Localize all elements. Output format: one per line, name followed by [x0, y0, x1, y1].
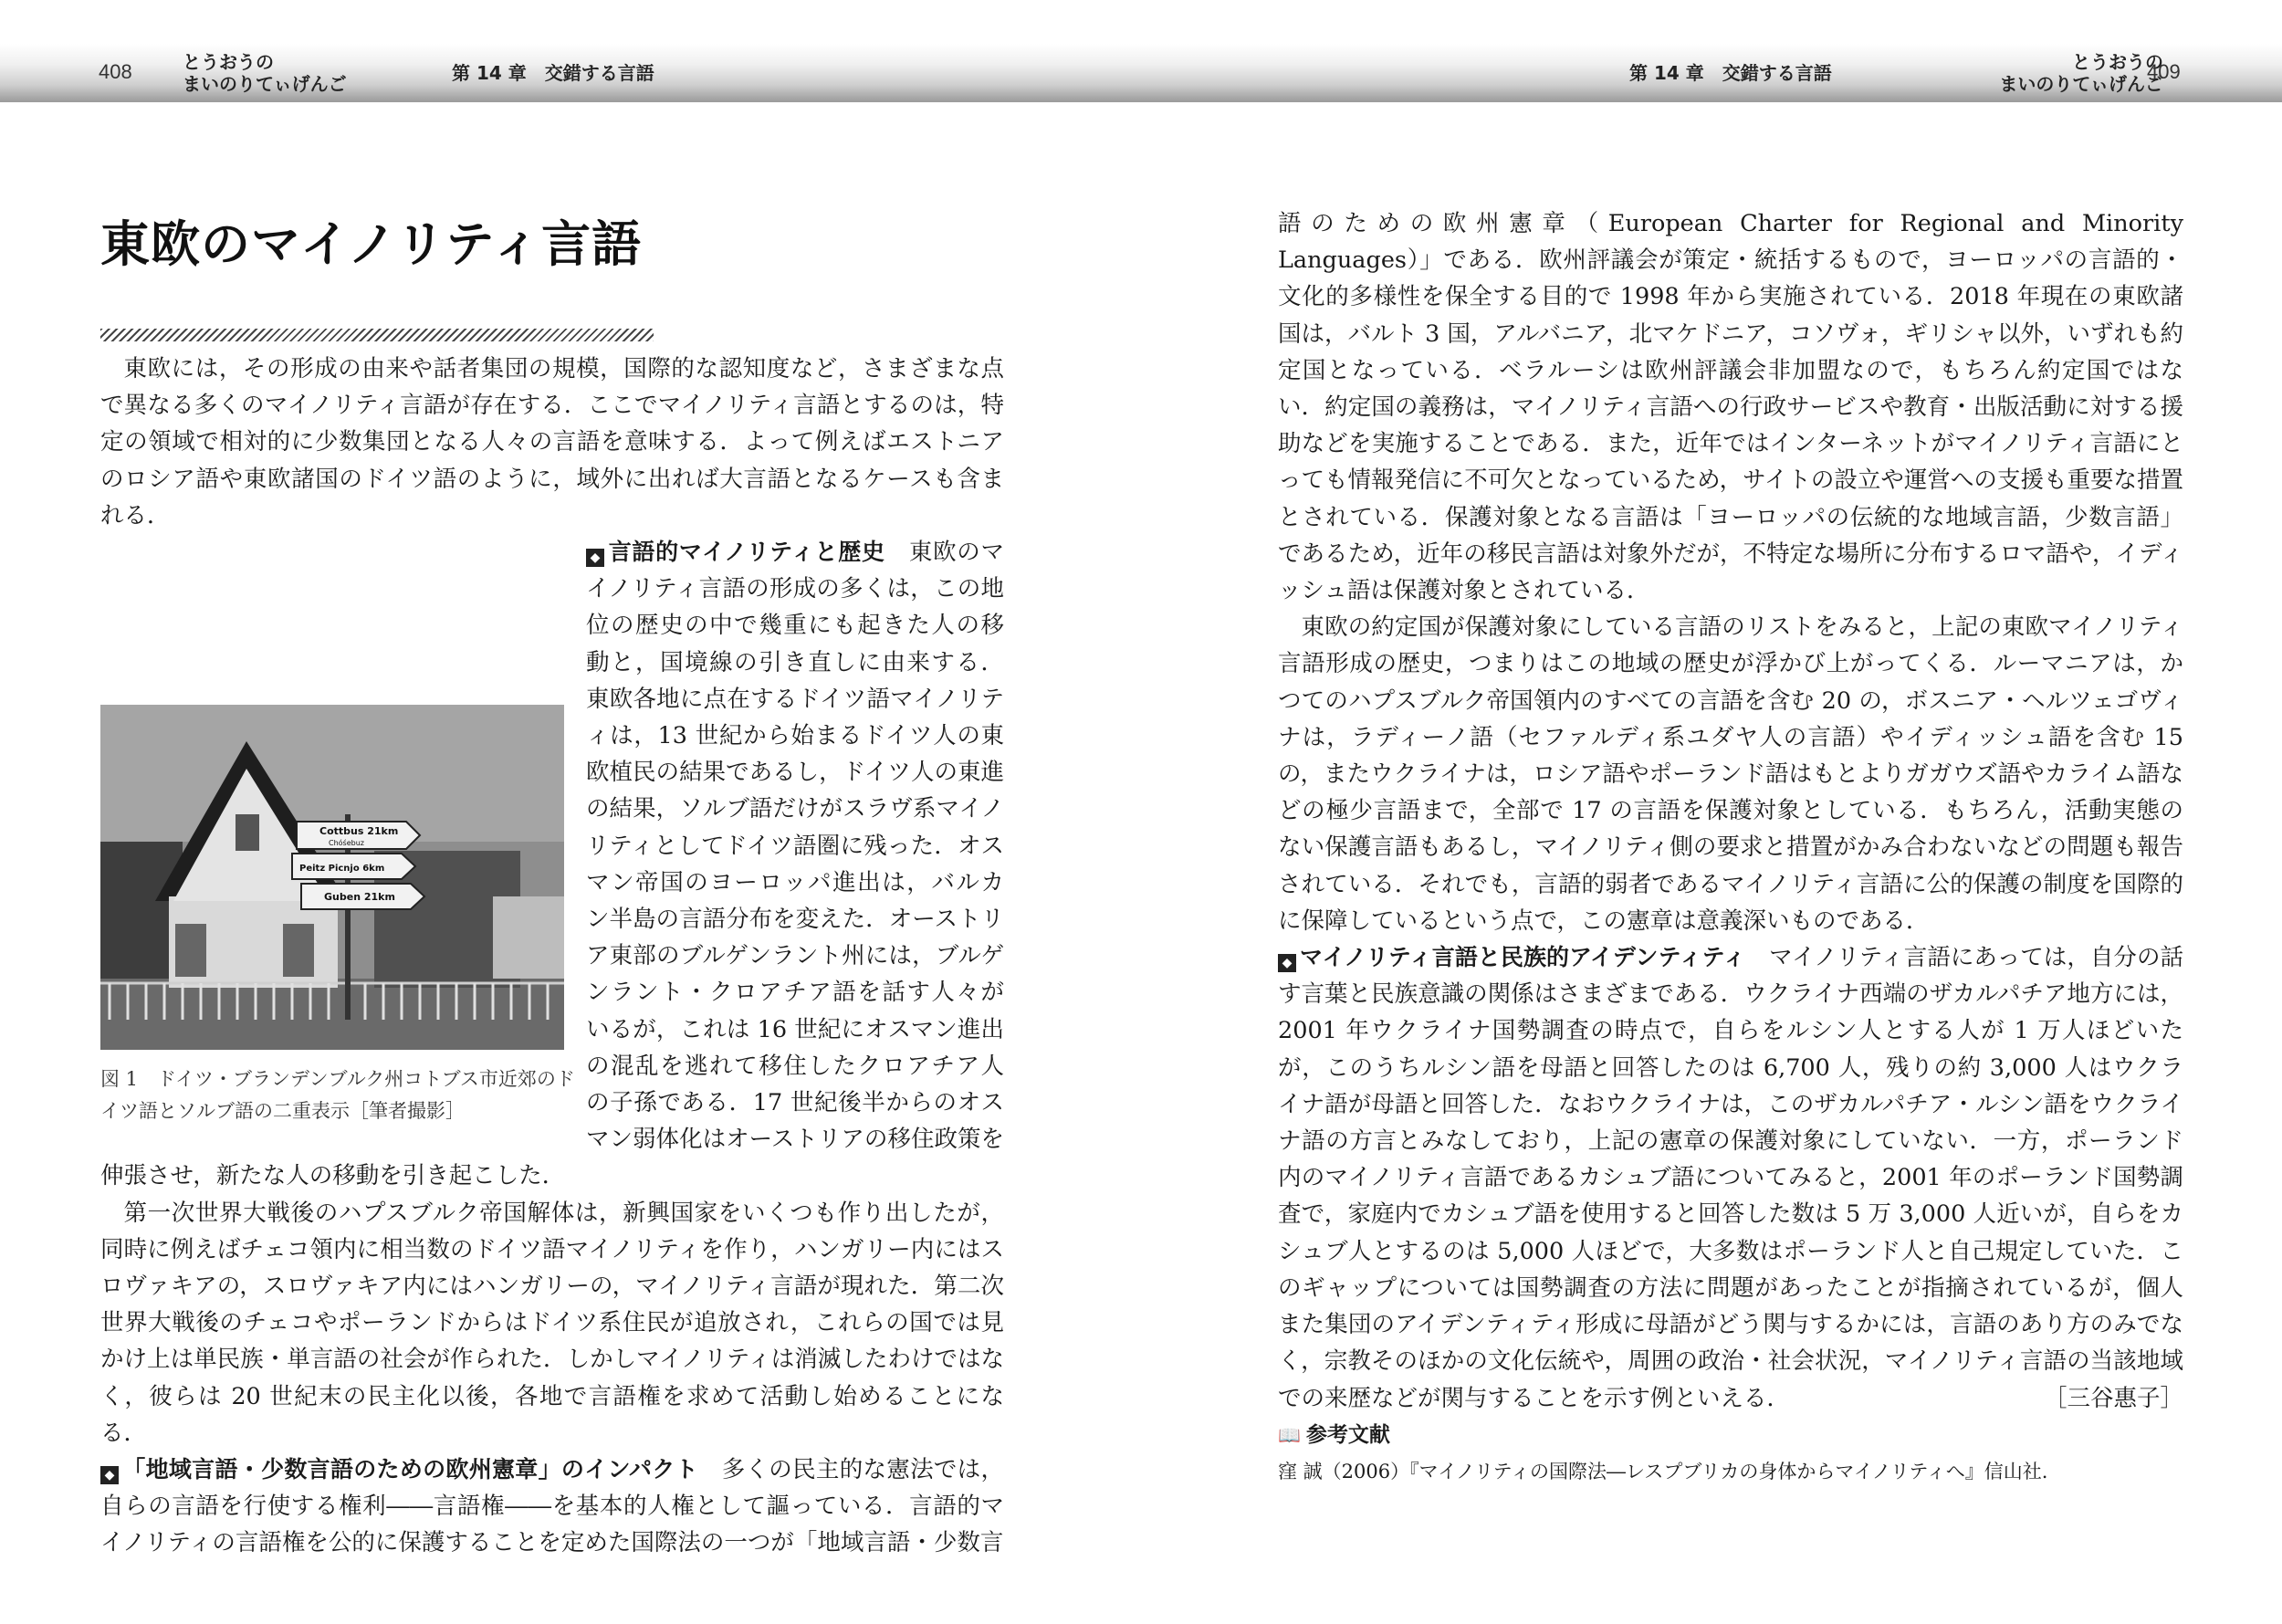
brand-line-1: とうおうの	[2072, 51, 2163, 73]
section-heading: ◆ 言語的マイノリティと歴史	[586, 539, 885, 565]
sign-cottbus: Cottbus 21km	[319, 825, 399, 837]
brand-line-2: まいのりてぃげんご	[183, 73, 347, 95]
left-column-flow	[100, 534, 1004, 1566]
section-heading: ◆ 「地域言語・少数言語のための欧州憲章」のインパクト	[100, 1456, 698, 1483]
sign-cottbus-sorbian: Chóśebuz	[329, 839, 364, 847]
sign-guben: Guben 21km	[324, 891, 395, 903]
chapter-title: 第 14 章 交錯する言語	[452, 62, 654, 84]
intro-paragraph: 東欧には，その形成の由来や話者集団の規模，国際的な認知度など，さまざまな点で異なる多くのマイノリティ言語が存在する．ここでマイノリティ言語とするのは，特定の領域で相対的に少数集団となる人々の言語を意味する．よって例えばエストニアのロシア語や東欧諸国のドイツ語のように，域外に出れば大言語となるケースも含まれる．	[100, 355, 1004, 529]
figure-caption: 図 1 ドイツ・ブランデンブルク州コトブス市近郊のドイツ語とソルブ語の二重表示［筆者撮影］	[100, 1068, 575, 1122]
section-2	[100, 1451, 1004, 1562]
diamond-bullet-icon: ◆	[100, 1466, 119, 1484]
series-brand	[1926, 51, 2163, 95]
left-column	[100, 351, 1004, 533]
title-rule	[100, 329, 654, 341]
figure-spacer	[100, 696, 586, 1137]
series-brand	[183, 51, 347, 95]
page-header-right	[1141, 44, 2282, 102]
section-2-continued: 語のための欧州憲章（European Charter for Regional and Minority Languages）」である．欧州評議会が策定・統括するもので，ヨーロッパの言語的・文化的多様性を保全する目的で 1998 年から実施されている．2018 年現在の東欧諸国は，バルト 3 国，アルバニア，北マケドニア，コソヴォ，ギリシャ以外，いずれも約定国となっている．ベラルーシは欧州評議会非加盟なので，もちろん約定国ではない．約定国の義務は，マイノリティ言語への行政サービスや教育・出版活動に対する援助などを実施することである．また，近年ではインターネットがマイノリティ言語にとっても情報発信に不可欠となっているため，サイトの設立や運営への支援も重要な措置とされている．保護対象となる言語は「ヨーロッパの伝統的な地域言語，少数言語」であるため，近年の移民言語は対象外だが，不特定な場所に分布するロマ語や，イディッシュ語は保護対象とされている．	[1278, 210, 2183, 605]
section-heading: ◆ マイノリティ言語と民族的アイデンティティ	[1278, 944, 1746, 970]
diamond-bullet-icon: ◆	[586, 549, 604, 567]
author-name: ［三谷惠子］	[2043, 1384, 2183, 1412]
article-title: 東欧のマイノリティ言語	[100, 215, 643, 273]
book-icon: 📖	[1278, 1423, 1301, 1446]
page-number: 408	[99, 60, 132, 83]
section-3-text: マイノリティ言語にあっては，自分の話す言葉と民族意識の関係はさまざまである．ウクライナ西端のザカルパチア地方には，2001 年ウクライナ国勢調査の時点で，自らをルシン人とする人が 1 万人ほどいたが，このうちルシン語を母語と回答したのは 6,700 人，残りの約 3,000 人はウクライナ語が母語と回答した．なおウクライナは，このザカルパチア・ルシン語をウクライナ語の方言とみなしており，上記の憲章の保護対象にしていない．一方，ポーランド内のマイノリティ言語であるカシュブ語についてみると，2001 年のポーランド国勢調査で，家庭内でカシュブ語を使用すると回答した数は 5 万 3,000 人近いが，自らをカシュブ人とするのは 5,000 人ほどで，大多数はポーランド人と自己規定していた．このギャップについては国勢調査の方法に問題があったことが指摘されているが，個人また集団のアイデンティティ形成に母語がどう関与するかには，言語のあり方のみでなく，宗教そのほかの文化伝統や，周囲の政治・社会状況，マイノリティ言語の当該地域での来歴などが関与することを示す例といえる．	[1278, 944, 2183, 1412]
section-1-text: 東欧のマイノリティ言語の形成の多くは，この地位の歴史の中で幾重にも起きた人の移動と，国境線の引き直しに由来する．東欧各地に点在するドイツ語マイノリティは，13 世紀から始まるドイツ人の東欧植民の結果であるし，ドイツ人の東進の結果，ソルブ語だけがスラヴ系マイノリティとしてドイツ語圏に残った．オスマン帝国のヨーロッパ進出は，バルカン半島の言語分布を変えた．オーストリア東部のブルゲンラント州には，ブルゲンラント・クロアチア語を話す人々がいるが，これは 16 世紀にオスマン進出の混乱を逃れて移住したクロアチア人の子孫である．17 世紀後半からのオスマン弱体化はオーストリアの移住政策を伸張させ，新たな人の移動を引き起こした．	[100, 539, 1004, 1190]
page-number: 409	[2147, 60, 2181, 83]
references	[1278, 1417, 2183, 1490]
chapter-title: 第 14 章 交錯する言語	[1629, 62, 1832, 84]
right-column	[1278, 205, 2183, 1520]
section-2-text-left: 多くの民主的な憲法では，自らの言語を行使する権利――言語権――を基本的人権として謳っている．言語的マイノリティの言語権を公的に保護することを定めた国際法の一つが「地域言語・少数言	[100, 1456, 1004, 1557]
brand-line-1: とうおうの	[183, 51, 274, 73]
section-1-paragraph-2: 第一次世界大戦後のハプスブルク帝国解体は，新興国家をいくつも作り出したが，同時に例えばチェコ領内に相当数のドイツ語マイノリティを作り，ハンガリー内にはスロヴァキアの，スロヴァキア内にはハンガリーの，マイノリティ言語が現れた．第二次世界大戦後のチェコやポーランドからはドイツ系住民が追放され，これらの国では見かけ上は単民族・単言語の社会が作られた．しかしマイノリティは消滅したわけではなく，彼らは 20 世紀末の民主化以後，各地で言語権を求めて活動し始めることになる．	[100, 1199, 1004, 1447]
references-heading: 📖 参考文献	[1278, 1417, 2183, 1453]
page-header-left	[0, 44, 1141, 102]
brand-line-2: まいのりてぃげんご	[1999, 73, 2163, 95]
section-2-paragraph-2: 東欧の約定国が保護対象にしている言語のリストをみると，上記の東欧マイノリティ言語形成の歴史，つまりはこの地域の歴史が浮かび上がってくる．ルーマニアは，かつてのハプスブルク帝国領内のすべての言語を含む 20 の，ボスニア・ヘルツェゴヴィナは，ラディーノ語（セファルディ系ユダヤ人の言語）やイディッシュ語を含む 15 の，またウクライナは，ロシア語やポーランド語はもとよりガガウズ語やカライム語などの極少言語まで，全部で 17 の言語を保護対象としている．もちろん，活動実態のない保護言語もあるし，マイノリティ側の要求と措置がかみ合わないなどの問題も報告されている．それでも，言語的弱者であるマイノリティ言語に公的保護の制度を国際的に保障しているという点で，この憲章は意義深いものである．	[1278, 613, 2183, 935]
sign-peitz: Peitz Picnjo 6km	[299, 864, 385, 874]
reference-item: 窪 誠（2006）『マイノリティの国際法―レスプブリカの身体からマイノリティへ』信山社.	[1278, 1460, 2048, 1483]
section-3	[1278, 939, 2183, 1417]
diamond-bullet-icon: ◆	[1278, 954, 1296, 972]
